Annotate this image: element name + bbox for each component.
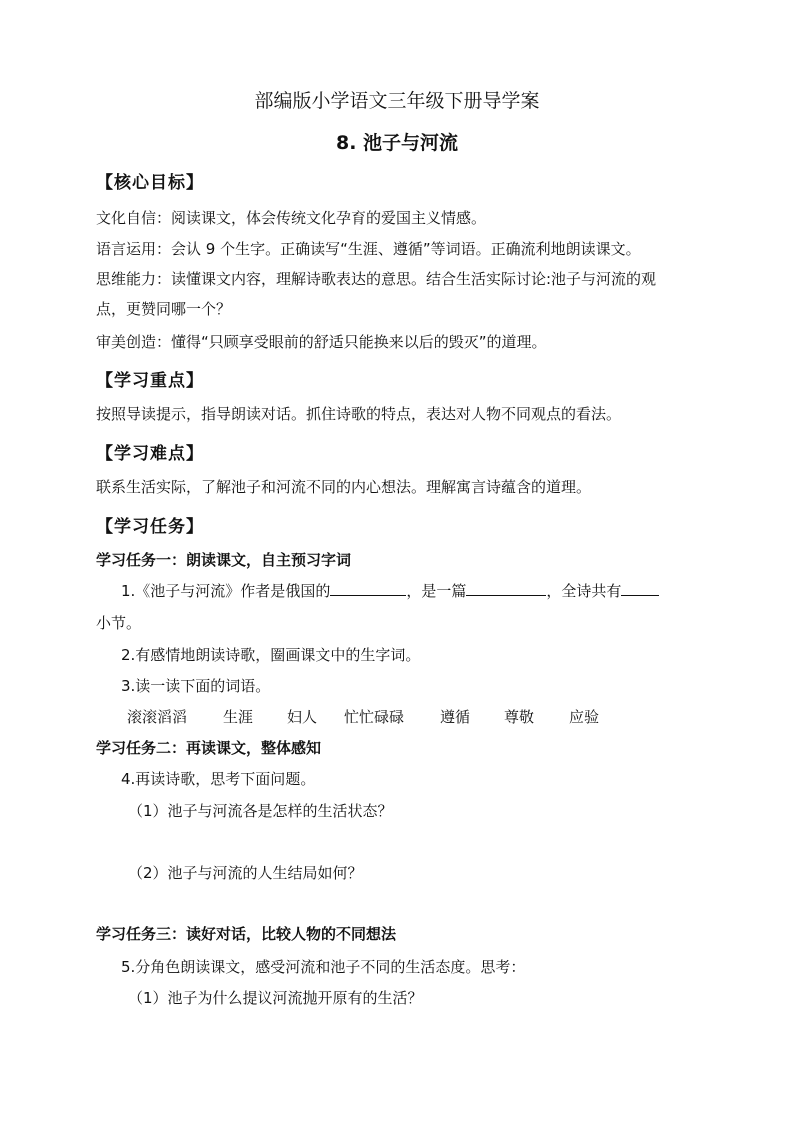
answer-blank-genre[interactable] xyxy=(466,581,546,596)
task1-q1 xyxy=(121,580,659,601)
goal-aesthetic: 审美创造：懂得“只顾享受眼前的舒适只能换来以后的毁灭”的道理。 xyxy=(96,333,547,351)
task1-q2: 2.有感情地朗读诗歌，圈画课文中的生字词。 xyxy=(121,646,421,664)
goal-thinking: 思维能力：读懂课文内容，理解诗歌表达的意思。结合生活实际讨论:池子与河流的观 xyxy=(96,270,657,288)
core-goals-heading: 【核心目标】 xyxy=(96,173,204,193)
key-points-text: 按照导读提示，指导朗读对话。抓住诗歌的特点，表达对人物不同观点的看法。 xyxy=(96,405,622,423)
vocab-word: 遵循 xyxy=(440,708,471,726)
task2-q4: 4.再读诗歌，思考下面问题。 xyxy=(121,770,316,788)
vocab-word: 忙忙碌碌 xyxy=(344,708,405,726)
tasks-heading: 【学习任务】 xyxy=(96,517,204,537)
answer-blank-stanzas[interactable] xyxy=(621,581,659,596)
task2-q4-2: （2）池子与河流的人生结局如何？ xyxy=(128,864,363,882)
task3-q5: 5.分角色朗读课文，感受河流和池子不同的生活态度。思考： xyxy=(121,958,526,976)
q1-text-b: ，是一篇 xyxy=(406,582,467,600)
task1-q3: 3.读一读下面的词语。 xyxy=(121,677,271,695)
task2-title: 学习任务二：再读课文，整体感知 xyxy=(96,739,322,757)
vocab-word: 尊敬 xyxy=(504,708,535,726)
key-points-heading: 【学习重点】 xyxy=(96,371,204,391)
difficulties-heading: 【学习难点】 xyxy=(96,444,204,464)
task2-q4-1: （1）池子与河流各是怎样的生活状态？ xyxy=(128,802,393,820)
task1-title: 学习任务一：朗读课文，自主预习字词 xyxy=(96,551,352,569)
goal-thinking-cont: 点，更赞同哪一个？ xyxy=(96,300,232,318)
difficulties-text: 联系生活实际，了解池子和河流不同的内心想法。理解寓言诗蕴含的道理。 xyxy=(96,478,592,496)
lesson-title: 8. 池子与河流 xyxy=(335,132,459,154)
goal-culture: 文化自信：阅读课文，体会传统文化孕育的爱国主义情感。 xyxy=(96,209,487,227)
q1-text-a: 1.《池子与河流》作者是俄国的 xyxy=(121,582,331,600)
vocab-list xyxy=(127,706,599,727)
vocab-word: 应验 xyxy=(569,708,600,726)
task1-q1-cont: 小节。 xyxy=(96,614,142,632)
goal-language: 语言运用：会认 9 个生字。正确读写“生涯、遵循”等词语。正确流利地朗读课文。 xyxy=(96,240,641,258)
task3-q5-1: （1）池子为什么提议河流抛开原有的生活？ xyxy=(128,989,423,1007)
q1-text-c: ，全诗共有 xyxy=(546,582,622,600)
vocab-word: 生涯 xyxy=(223,708,254,726)
answer-blank-author[interactable] xyxy=(330,581,406,596)
vocab-word: 滚滚滔滔 xyxy=(127,708,188,726)
task3-title: 学习任务三：读好对话，比较人物的不同想法 xyxy=(96,925,397,943)
vocab-word: 妇人 xyxy=(287,708,318,726)
page-title: 部编版小学语文三年级下册导学案 xyxy=(254,90,540,112)
